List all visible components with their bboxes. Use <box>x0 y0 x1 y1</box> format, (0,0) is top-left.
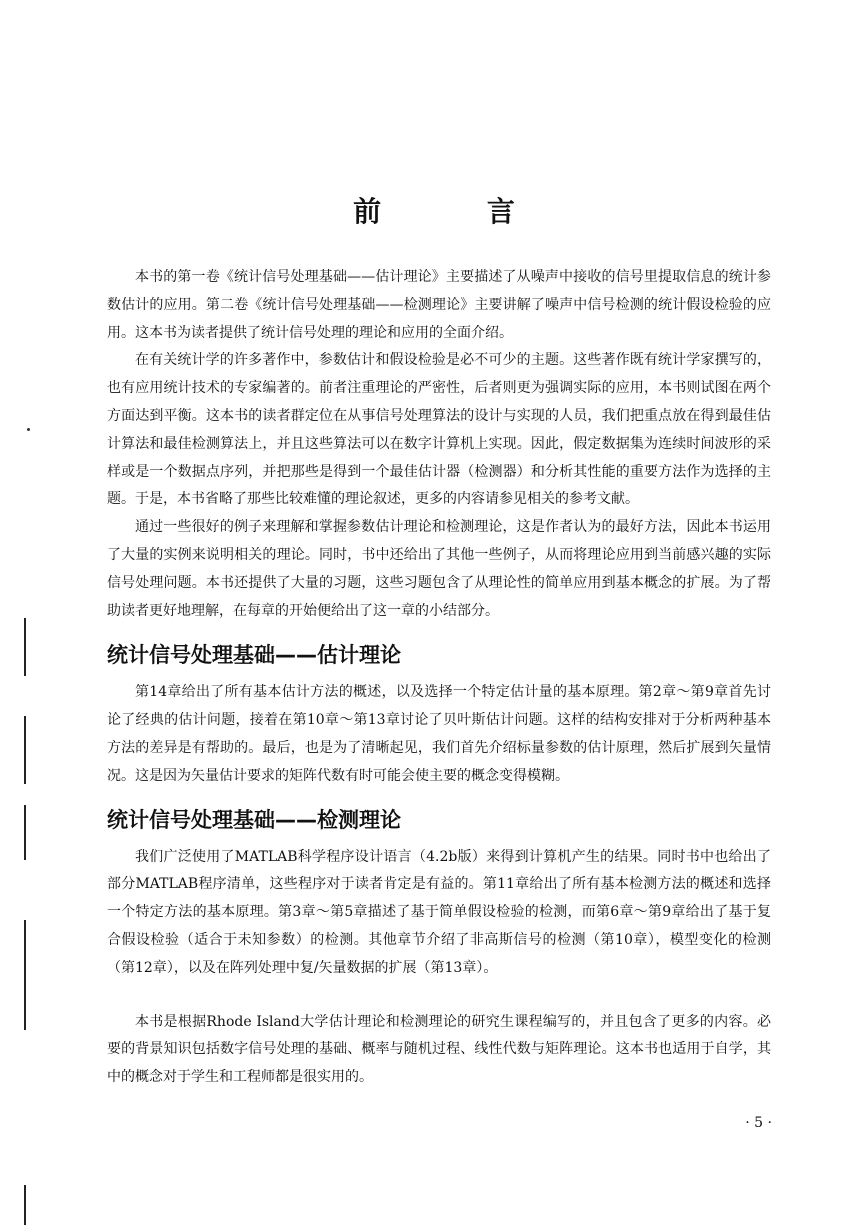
scan-margin-line <box>24 618 26 676</box>
page-number: · 5 · <box>745 1115 772 1131</box>
scan-margin-line <box>24 1185 26 1225</box>
scan-mark <box>27 428 30 431</box>
scan-margin-line <box>24 920 26 1030</box>
page-title: 前 言 <box>353 195 563 228</box>
estimation-paragraph: 第14章给出了所有基本估计方法的概述，以及选择一个特定估计量的基本原理。第2章～第9章首先讨论了经典的估计问题，接着在第10章～第13章讨论了贝叶斯估计问题。这样的结构安排对于分析两种基本方法的差异是有帮助的。最后，也是为了清晰起见，我们首先介绍标量参数的估计原理，然后扩展到矢量情况。这是因为矢量估计要求的矩阵代数有时可能会使主要的概念变得模糊。 <box>107 684 771 784</box>
scan-margin-line <box>24 805 26 860</box>
intro-paragraph-3: 通过一些很好的例子来理解和掌握参数估计理论和检测理论，这是作者认为的最好方法，因此本书运用了大量的实例来说明相关的理论。同时，书中还给出了其他一些例子，从而将理论应用到当前感兴趣的实际信号处理问题。本书还提供了大量的习题，这些习题包含了从理论性的简单应用到基本概念的扩展。为了帮助读者更好地理解，在每章的开始便给出了这一章的小结部分。 <box>107 519 771 619</box>
section-heading-detection: 统计信号处理基础——检测理论 <box>107 807 401 832</box>
intro-paragraph-2: 在有关统计学的许多著作中，参数估计和假设检验是必不可少的主题。这些著作既有统计学家撰写的，也有应用统计技术的专家编著的。前者注重理论的严密性，后者则更为强调实际的应用，本书则试图在两个方面达到平衡。这本书的读者群定位在从事信号处理算法的设计与实现的人员，我们把重点放在得到最佳估计算法和最佳检测算法上，并且这些算法可以在数字计算机上实现。因此，假定数据集为连续时间波形的采样或是一个数据点序列，并把那些是得到一个最佳估计器（检测器）和分析其性能的重要方法作为选择的主题。于是，本书省略了那些比较难懂的理论叙述，更多的内容请参见相关的参考文献。 <box>107 352 771 508</box>
intro-paragraph-1: 本书的第一卷《统计信号处理基础——估计理论》主要描述了从噪声中接收的信号里提取信息的统计参数估计的应用。第二卷《统计信号处理基础——检测理论》主要讲解了噪声中信号检测的统计假设检验的应用。这本书为读者提供了统计信号处理的理论和应用的全面介绍。 <box>107 269 771 341</box>
detection-paragraph-2: 本书是根据Rhode Island大学估计理论和检测理论的研究生课程编写的，并且包含了更多的内容。必要的背景知识包括数字信号处理的基础、概率与随机过程、线性代数与矩阵理论。这本书也适用于自学，其中的概念对于学生和工程师都是很实用的。 <box>107 1013 771 1086</box>
scan-margin-line <box>24 716 26 784</box>
detection-paragraph-1: 我们广泛使用了MATLAB科学程序设计语言（4.2b版）来得到计算机产生的结果。同时书中也给出了部分MATLAB程序清单，这些程序对于读者肯定是有益的。第11章给出了所有基本检测方法的概述和选择一个特定方法的基本原理。第3章～第5章描述了基于简单假设检验的检测，而第6章～第9章给出了基于复合假设检验（适合于未知参数）的检测。其他章节介绍了非高斯信号的检测（第10章），模型变化的检测（第12章），以及在阵列处理中复/矢量数据的扩展（第13章）。 <box>107 848 771 976</box>
page-body <box>107 264 771 1092</box>
section-heading-estimation: 统计信号处理基础——估计理论 <box>107 643 401 668</box>
